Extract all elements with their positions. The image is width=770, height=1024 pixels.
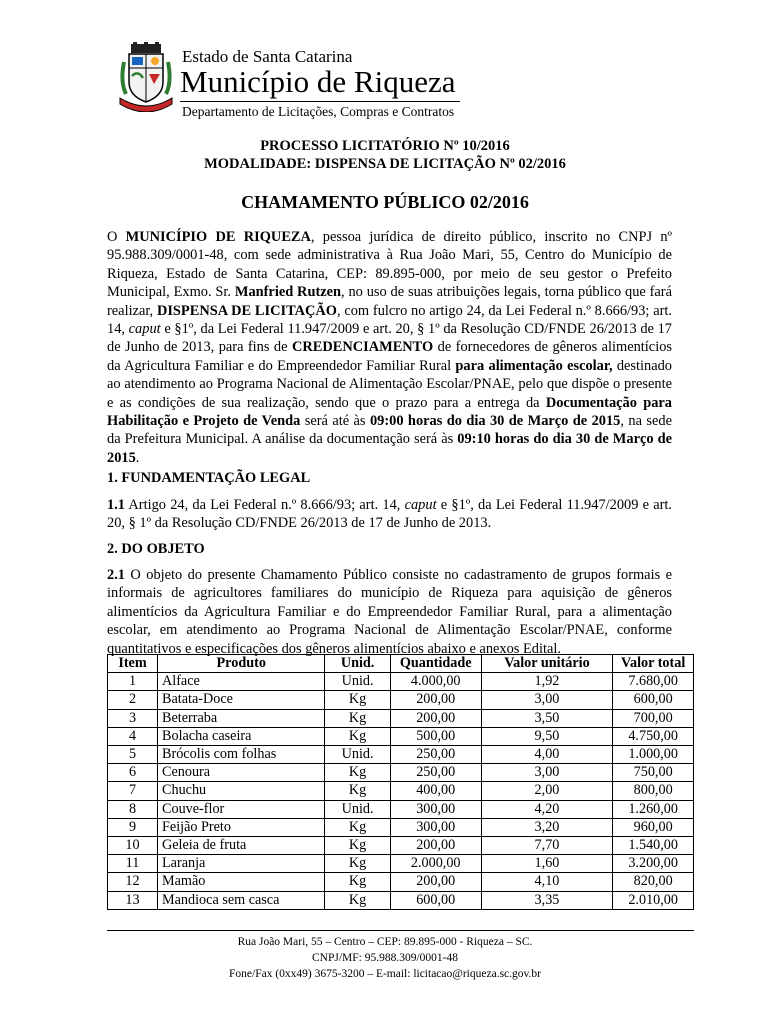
cell-item: 6 <box>108 764 158 782</box>
cell-item: 5 <box>108 746 158 764</box>
col-header-unit: Unid. <box>325 655 390 673</box>
cell-unit-price: 3,00 <box>481 764 613 782</box>
footer-cnpj: CNPJ/MF: 95.988.309/0001-48 <box>311 952 458 964</box>
cell-product: Couve-flor <box>158 800 325 818</box>
cell-total: 750,00 <box>613 764 694 782</box>
cell-total: 2.010,00 <box>613 891 694 909</box>
cell-item: 8 <box>108 800 158 818</box>
coat-of-arms-icon <box>118 42 174 112</box>
cell-product: Cenoura <box>158 764 325 782</box>
cell-unit-price: 1,60 <box>481 855 613 873</box>
cell-product: Mamão <box>158 873 325 891</box>
cell-unit: Kg <box>325 873 390 891</box>
table-row <box>108 746 694 764</box>
cell-product: Brócolis com folhas <box>158 746 325 764</box>
col-header-product: Produto <box>158 655 325 673</box>
header-state: Estado de Santa Catarina <box>182 47 353 66</box>
cell-quantity: 500,00 <box>390 727 481 745</box>
table-row <box>108 818 694 836</box>
col-header-quantity: Quantidade <box>390 655 481 673</box>
footer-address: Rua João Mari, 55 – Centro – CEP: 89.895-000 - Riqueza – SC. <box>237 936 533 948</box>
cell-item: 3 <box>108 709 158 727</box>
cell-quantity: 600,00 <box>390 891 481 909</box>
header-divider <box>180 101 460 102</box>
cell-quantity: 200,00 <box>390 837 481 855</box>
intro-paragraph: O MUNICÍPIO DE RIQUEZA, pessoa jurídica de direito público, inscrito no CNPJ nº 95.988.309/0001-48, com sede administrativa à Rua João Mari, 55, Centro do Município de Riqueza, Estado de Santa Catarina, CEP: 89.895-000, por meio de seu gestor o Prefeito Municipal, Exmo. Sr. Manfried Rutzen, no uso de suas atribuições legais, torna público que fará realizar, DISPENSA DE LICITAÇÃO, com fulcro no artigo 24, da Lei Federal n.º 8.666/93; art. 14, caput e §1º, da Lei Federal 11.947/2009 e art. 20, § 1º da Resolução CD/FNDE 26/2013 de 17 de Junho de 2013, para fins de CREDENCIAMENTO de fornecedores de gêneros alimentícios da Agricultura Familiar e do Empreendedor Familiar Rural para alimentação escolar, destinado ao atendimento ao Programa Nacional de Alimentação Escolar/PNAE, pelo que dispõe o presente e as condições de sua realização, sendo que o prazo para a entrega da Documentação para Habilitação e Projeto de Venda será até às 09:00 horas do dia 30 de Março de 2015, na sede da Prefeitura Municipal. A análise da documentação será às 09:10 horas do dia 30 de Março de 2015. <box>107 229 672 466</box>
section-2-paragraph: 2.1 O objeto do presente Chamamento Público consiste no cadastramento de grupos formais e informais de agricultores familiares do município de Riqueza para aquisição de gêneros alimentícios da Agricultura Familiar e do Empreendedor Familiar Rural, para a alimentação escolar, em atendimento ao Programa Nacional de Alimentação Escolar/PNAE, conforme quantitativos e especificações dos gêneros alimentícios abaixo e anexos Edital. <box>107 567 672 657</box>
cell-total: 7.680,00 <box>613 673 694 691</box>
cell-product: Bolacha caseira <box>158 727 325 745</box>
section-1-paragraph: 1.1 Artigo 24, da Lei Federal n.º 8.666/93; art. 14, caput e §1º, da Lei Federal 11.947/2009 e art. 20, § 1º da Resolução CD/FNDE 26/2013 de 17 de Junho de 2013. <box>107 497 673 532</box>
cell-unit: Kg <box>325 727 390 745</box>
table-row <box>108 691 694 709</box>
cell-item: 11 <box>108 855 158 873</box>
table-row <box>108 873 694 891</box>
col-header-total: Valor total <box>613 655 694 673</box>
cell-total: 700,00 <box>613 709 694 727</box>
cell-product: Feijão Preto <box>158 818 325 836</box>
cell-unit-price: 4,10 <box>481 873 613 891</box>
cell-total: 820,00 <box>613 873 694 891</box>
cell-unit: Unid. <box>325 800 390 818</box>
cell-item: 12 <box>108 873 158 891</box>
footer-divider <box>107 930 694 931</box>
footer-contact: Fone/Fax (0xx49) 3675-3200 – E-mail: licitacao@riqueza.sc.gov.br <box>229 968 541 980</box>
cell-total: 600,00 <box>613 691 694 709</box>
cell-product: Beterraba <box>158 709 325 727</box>
cell-total: 800,00 <box>613 782 694 800</box>
table-row <box>108 800 694 818</box>
document-title: CHAMAMENTO PÚBLICO 02/2016 <box>241 192 529 212</box>
cell-quantity: 300,00 <box>390 800 481 818</box>
cell-product: Geleia de fruta <box>158 837 325 855</box>
cell-total: 4.750,00 <box>613 727 694 745</box>
cell-quantity: 250,00 <box>390 746 481 764</box>
cell-quantity: 200,00 <box>390 873 481 891</box>
cell-total: 960,00 <box>613 818 694 836</box>
cell-product: Batata-Doce <box>158 691 325 709</box>
col-header-item: Item <box>108 655 158 673</box>
cell-item: 4 <box>108 727 158 745</box>
cell-unit: Kg <box>325 691 390 709</box>
table-row <box>108 891 694 909</box>
cell-unit: Unid. <box>325 746 390 764</box>
process-modality: MODALIDADE: DISPENSA DE LICITAÇÃO Nº 02/2016 <box>204 156 566 172</box>
cell-unit-price: 3,20 <box>481 818 613 836</box>
cell-quantity: 300,00 <box>390 818 481 836</box>
header-department: Departamento de Licitações, Compras e Contratos <box>182 104 455 119</box>
table-row <box>108 855 694 873</box>
table-row <box>108 782 694 800</box>
table-header-row <box>108 655 694 673</box>
table-row <box>108 837 694 855</box>
cell-unit: Kg <box>325 764 390 782</box>
cell-unit-price: 4,00 <box>481 746 613 764</box>
cell-total: 1.540,00 <box>613 837 694 855</box>
cell-unit: Unid. <box>325 673 390 691</box>
cell-quantity: 200,00 <box>390 709 481 727</box>
col-header-unit-price: Valor unitário <box>481 655 613 673</box>
cell-quantity: 4.000,00 <box>390 673 481 691</box>
cell-item: 7 <box>108 782 158 800</box>
process-number: PROCESSO LICITATÓRIO Nº 10/2016 <box>260 138 510 154</box>
cell-quantity: 2.000,00 <box>390 855 481 873</box>
header-municipality: Município de Riqueza <box>180 64 456 99</box>
cell-item: 1 <box>108 673 158 691</box>
cell-total: 1.000,00 <box>613 746 694 764</box>
cell-unit-price: 4,20 <box>481 800 613 818</box>
cell-item: 13 <box>108 891 158 909</box>
cell-quantity: 400,00 <box>390 782 481 800</box>
cell-unit: Kg <box>325 709 390 727</box>
table-row <box>108 727 694 745</box>
cell-product: Alface <box>158 673 325 691</box>
cell-unit-price: 7,70 <box>481 837 613 855</box>
section-1-heading: 1. FUNDAMENTAÇÃO LEGAL <box>107 470 311 486</box>
cell-unit: Kg <box>325 818 390 836</box>
products-table <box>107 654 694 910</box>
table-row <box>108 673 694 691</box>
table-row <box>108 764 694 782</box>
cell-quantity: 250,00 <box>390 764 481 782</box>
cell-total: 1.260,00 <box>613 800 694 818</box>
cell-product: Laranja <box>158 855 325 873</box>
cell-product: Mandioca sem casca <box>158 891 325 909</box>
cell-product: Chuchu <box>158 782 325 800</box>
cell-item: 2 <box>108 691 158 709</box>
cell-quantity: 200,00 <box>390 691 481 709</box>
cell-unit-price: 3,35 <box>481 891 613 909</box>
cell-unit: Kg <box>325 782 390 800</box>
cell-item: 9 <box>108 818 158 836</box>
cell-unit-price: 1,92 <box>481 673 613 691</box>
cell-unit-price: 2,00 <box>481 782 613 800</box>
cell-total: 3.200,00 <box>613 855 694 873</box>
cell-unit: Kg <box>325 891 390 909</box>
cell-item: 10 <box>108 837 158 855</box>
table-row <box>108 709 694 727</box>
cell-unit-price: 3,00 <box>481 691 613 709</box>
cell-unit-price: 9,50 <box>481 727 613 745</box>
cell-unit: Kg <box>325 855 390 873</box>
cell-unit: Kg <box>325 837 390 855</box>
cell-unit-price: 3,50 <box>481 709 613 727</box>
section-2-heading: 2. DO OBJETO <box>107 541 205 557</box>
